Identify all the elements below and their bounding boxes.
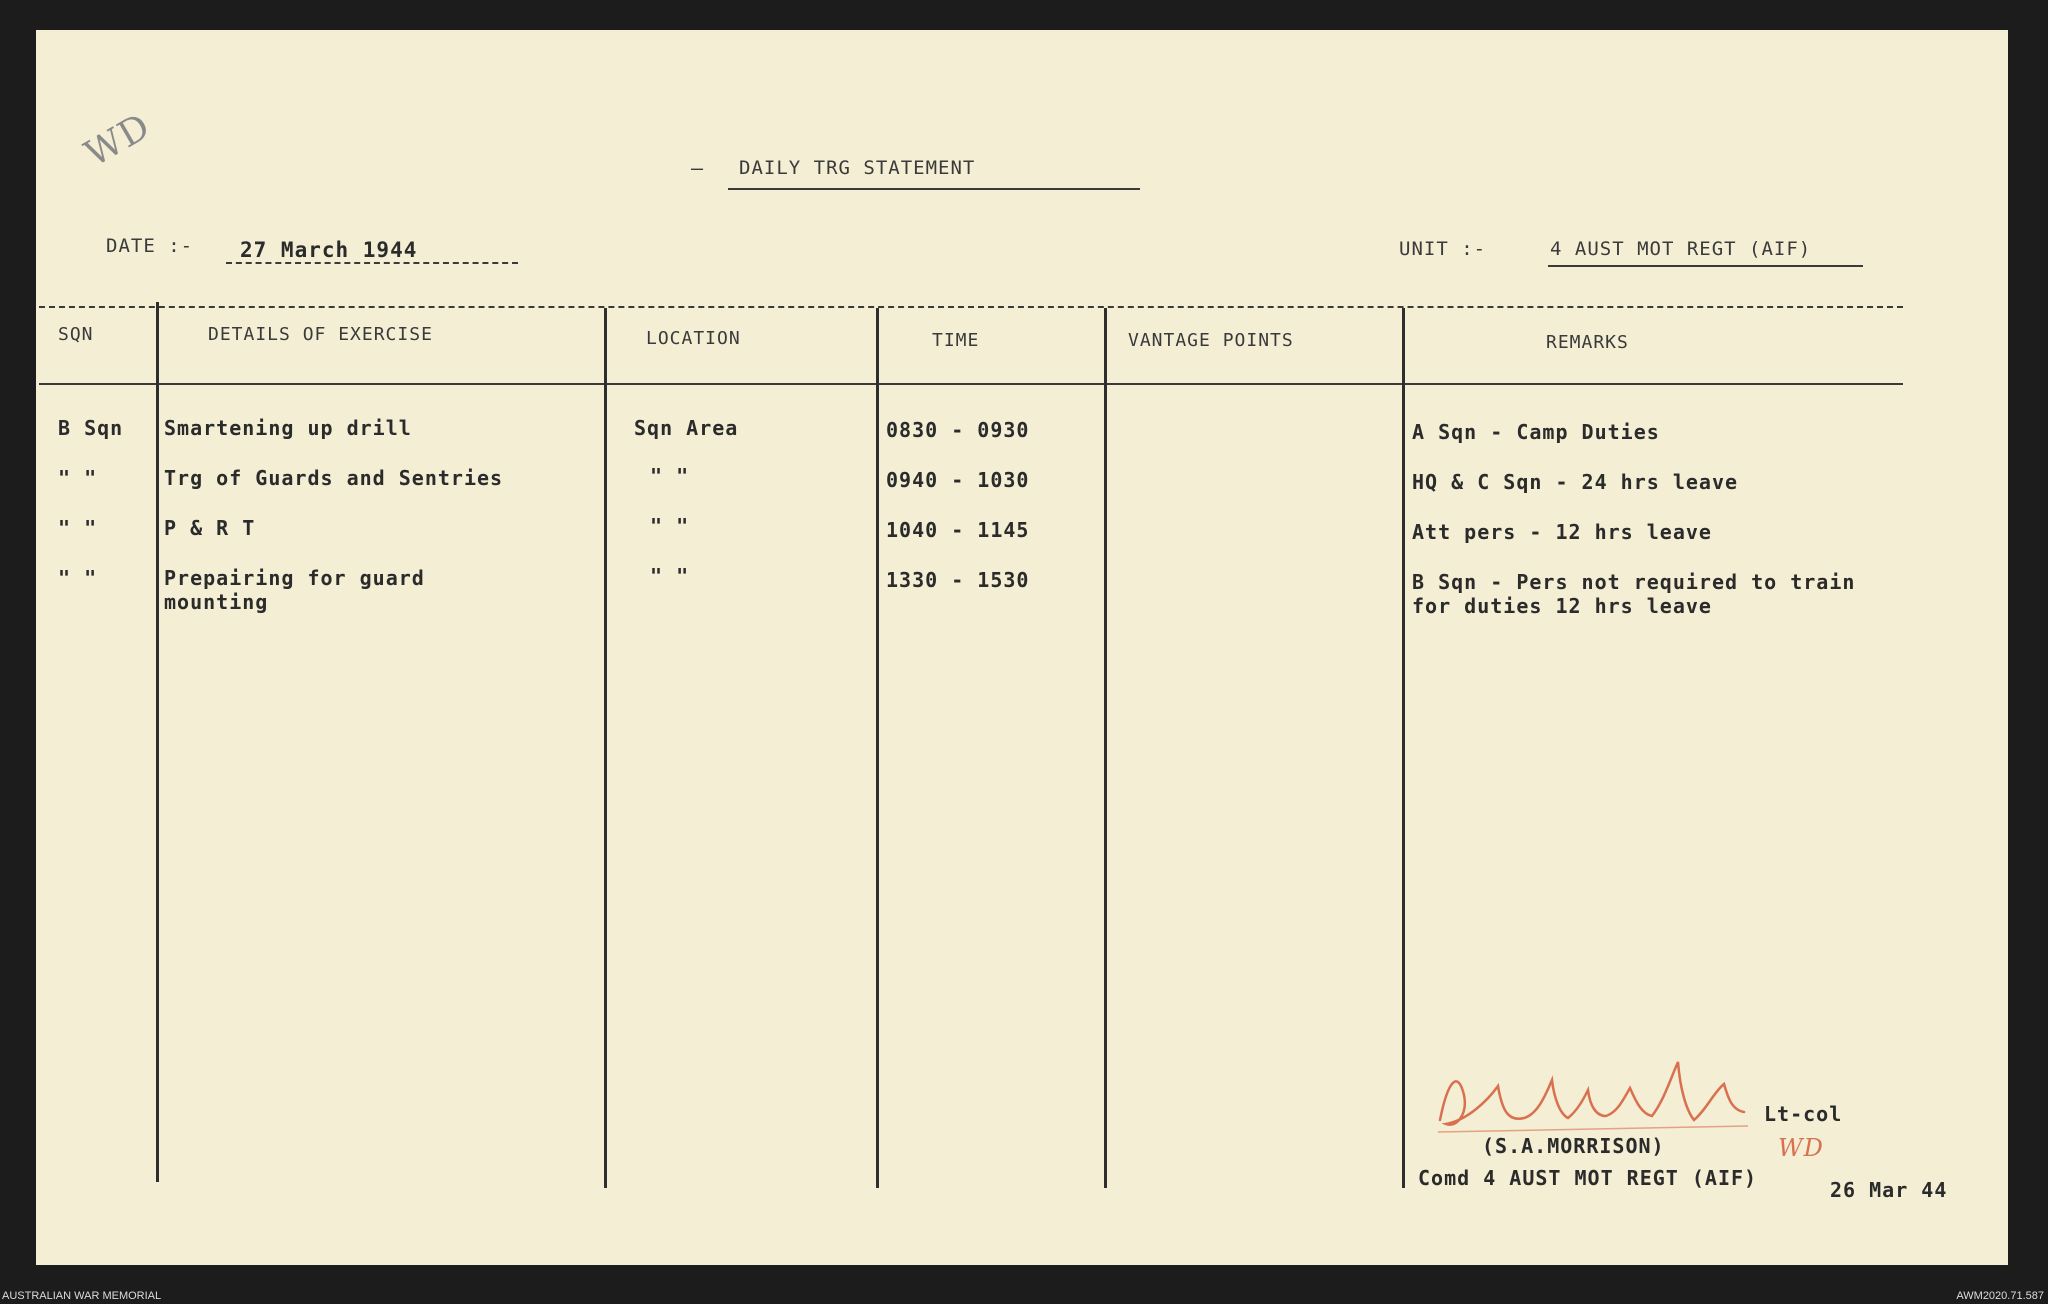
remark-3: Att pers - 12 hrs leave: [1412, 520, 1712, 544]
header-vantage: VANTAGE POINTS: [1128, 330, 1294, 351]
header-remarks: REMARKS: [1546, 332, 1629, 353]
row-2-location: " ": [650, 464, 690, 488]
header-time: TIME: [932, 330, 980, 351]
signature-name: (S.A.MORRISON): [1482, 1134, 1665, 1158]
column-divider-5: [1402, 308, 1405, 1188]
column-divider-3: [876, 308, 879, 1188]
signature-initials: WD: [1778, 1134, 1824, 1162]
remark-2: HQ & C Sqn - 24 hrs leave: [1412, 470, 1739, 494]
column-divider-2: [604, 308, 607, 1188]
document-page: [36, 30, 2008, 1265]
date-underline: [226, 262, 518, 264]
unit-underline: [1548, 265, 1863, 267]
row-2-sqn: " ": [58, 466, 98, 490]
row-1-details: Smartening up drill: [164, 416, 412, 440]
unit-value: 4 AUST MOT REGT (AIF): [1550, 238, 1812, 260]
title-dash: —: [691, 156, 705, 180]
row-2-details: Trg of Guards and Sentries: [164, 466, 504, 490]
remark-4: B Sqn - Pers not required to train: [1412, 570, 1856, 594]
row-2-time: 0940 - 1030: [886, 468, 1030, 492]
row-3-sqn: " ": [58, 516, 98, 540]
table-top-rule: [39, 306, 1903, 308]
date-value: 27 March 1944: [240, 238, 418, 262]
header-details: DETAILS OF EXERCISE: [208, 324, 433, 345]
margin-mark: WD: [78, 105, 158, 176]
row-4-location: " ": [650, 564, 690, 588]
row-4-time: 1330 - 1530: [886, 568, 1030, 592]
row-1-location: Sqn Area: [634, 416, 739, 440]
footer-left: AUSTRALIAN WAR MEMORIAL: [2, 1290, 162, 1302]
title-underline: [728, 188, 1140, 190]
header-location: LOCATION: [646, 328, 741, 349]
row-1-sqn: B Sqn: [58, 416, 124, 440]
signature-rank: Lt-col: [1764, 1102, 1843, 1126]
remark-5: for duties 12 hrs leave: [1412, 594, 1712, 618]
table-header-rule: [39, 383, 1903, 385]
unit-label: UNIT :-: [1399, 238, 1487, 260]
signature-date: 26 Mar 44: [1830, 1178, 1948, 1202]
column-divider-1: [156, 302, 159, 1182]
row-4-details: Prepairing for guard: [164, 566, 425, 590]
row-4-details-line-2: mounting: [164, 590, 269, 614]
document-title: DAILY TRG STATEMENT: [739, 157, 976, 179]
signature-appointment: Comd 4 AUST MOT REGT (AIF): [1418, 1166, 1758, 1190]
footer-right: AWM2020.71.587: [1956, 1290, 2044, 1302]
column-divider-4: [1104, 308, 1107, 1188]
row-4-sqn: " ": [58, 566, 98, 590]
header-sqn: SQN: [58, 324, 94, 345]
row-1-time: 0830 - 0930: [886, 418, 1030, 442]
row-3-details: P & R T: [164, 516, 256, 540]
row-3-time: 1040 - 1145: [886, 518, 1030, 542]
remark-1: A Sqn - Camp Duties: [1412, 420, 1660, 444]
date-label: DATE :-: [106, 235, 194, 257]
row-3-location: " ": [650, 514, 690, 538]
